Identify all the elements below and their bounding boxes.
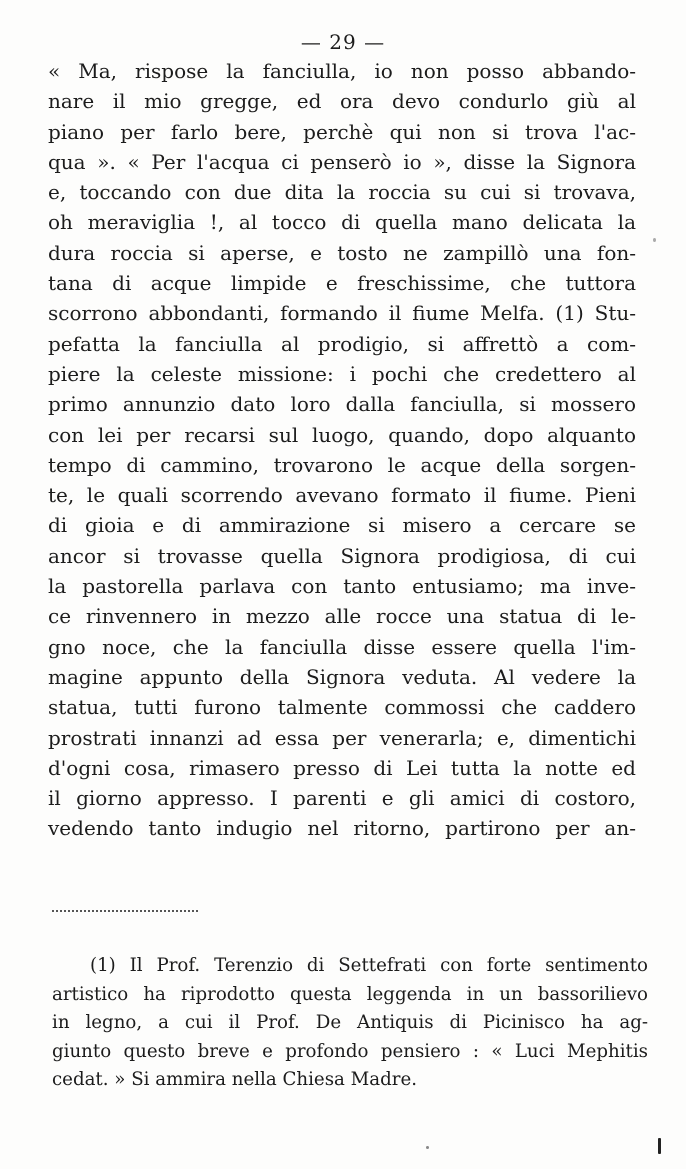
text-line: ancor si trovasse quella Signora prodigiosa, di cui	[48, 543, 636, 568]
text-line: gno noce, che la fanciulla disse essere quella l'im-	[48, 634, 636, 659]
text-line: statua, tutti furono talmente commossi che caddero	[48, 695, 636, 720]
footnote	[52, 952, 648, 1095]
text-line: pefatta la fanciulla al prodigio, si affrettò a com-	[48, 331, 636, 356]
footnote-line: artistico ha riprodotto questa leggenda in un bassorilievo	[52, 983, 648, 1005]
text-line: con lei per recarsi sul luogo, quando, dopo alquanto	[48, 422, 636, 447]
text-line: e, toccando con due dita la roccia su cui si trovava,	[48, 180, 636, 205]
footnote-separator	[52, 910, 198, 912]
paper-speck	[426, 1146, 429, 1149]
text-line: ce rinvennero in mezzo alle rocce una statua di le-	[48, 604, 636, 629]
text-line: te, le quali scorrendo avevano formato il fiume. Pieni	[48, 483, 636, 508]
text-line: il giorno appresso. I parenti e gli amici di costoro,	[48, 786, 636, 811]
main-text	[48, 56, 636, 844]
text-line: d'ogni cosa, rimasero presso di Lei tutta la notte ed	[48, 755, 636, 780]
text-line: primo annunzio dato loro dalla fanciulla, si mossero	[48, 392, 636, 417]
text-line: oh meraviglia !, al tocco di quella mano delicata la	[48, 210, 636, 235]
paper-speck	[653, 238, 656, 242]
text-line: qua ». « Per l'acqua ci penserò io », disse la Signora	[48, 149, 636, 174]
paper-speck	[658, 1138, 661, 1154]
text-line: piere la celeste missione: i pochi che credettero al	[48, 361, 636, 386]
text-line: « Ma, rispose la fanciulla, io non posso abbando-	[48, 59, 636, 83]
footnote-line: in legno, a cui il Prof. De Antiquis di Picinisco ha ag-	[52, 1012, 648, 1034]
text-line: tana di acque limpide e freschissime, che tuttora	[48, 271, 636, 296]
text-line: magine appunto della Signora veduta. Al vedere la	[48, 664, 636, 689]
text-line: scorrono abbondanti, formando il fiume Melfa. (1) Stu-	[48, 301, 636, 326]
text-line: piano per farlo bere, perchè qui non si trova l'ac-	[48, 119, 636, 144]
footnote-line: (1) Il Prof. Terenzio di Settefrati con forte sentimento	[90, 955, 648, 976]
text-line: la pastorella parlava con tanto entusiamo; ma inve-	[48, 574, 636, 599]
footnote-line: cedat. » Si ammira nella Chiesa Madre.	[52, 1069, 417, 1091]
text-line: vedendo tanto indugio nel ritorno, partirono per an-	[48, 816, 636, 841]
text-line: dura roccia si aperse, e tosto ne zampillò una fon-	[48, 240, 636, 265]
text-line: nare il mio gregge, ed ora devo condurlo giù al	[48, 89, 636, 114]
text-line: prostrati innanzi ad essa per venerarla; e, dimentichi	[48, 725, 636, 750]
page-number: — 29 —	[300, 30, 386, 54]
footnote-line: giunto questo breve e profondo pensiero : « Luci Mephitis	[52, 1040, 648, 1062]
text-line: tempo di cammino, trovarono le acque della sorgen-	[48, 452, 636, 477]
text-line: di gioia e di ammirazione si misero a cercare se	[48, 513, 636, 538]
